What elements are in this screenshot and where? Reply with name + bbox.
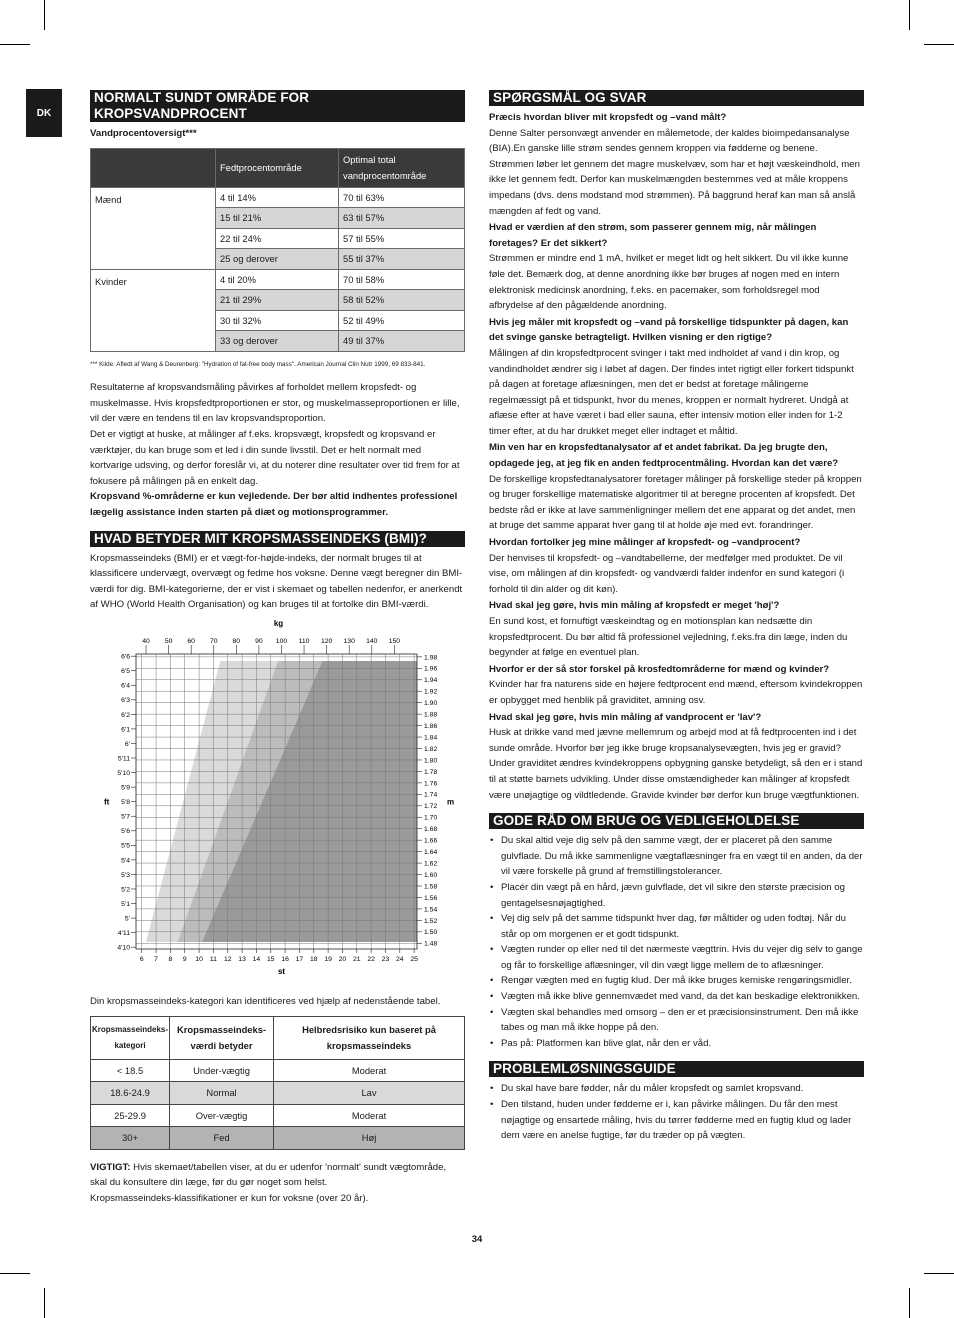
m-tick-label: 1.72	[424, 803, 438, 811]
st-tick-label: 16	[281, 955, 289, 963]
qa-question: Hvad skal jeg gøre, hvis min måling af kropsfedt er meget 'høj'?	[489, 600, 780, 612]
table-cell: 15 til 21%	[216, 208, 339, 229]
st-tick-label: 17	[295, 955, 304, 963]
ft-tick-label: 5'3	[121, 871, 130, 879]
table-cell: 70 til 63%	[339, 187, 465, 208]
qa-answer: Kvinder har fra naturens side en højere fedtprocent end mænd, eftersom kvindekroppen er opbygget med henblik på graviditet, amning osv.	[489, 679, 863, 706]
m-tick-label: 1.96	[424, 665, 438, 673]
table-cell: 18.6-24.9	[91, 1082, 170, 1105]
list-item: • Vægten skal behandles med omsorg – den er et præcisionsinstrument. Den må ikke tabes og man må ikke hoppe på den.	[501, 1005, 864, 1036]
table-cell: 33 og derover	[216, 331, 339, 352]
language-tab: DK	[26, 89, 62, 137]
table-cell: Over-vægtig	[170, 1104, 274, 1127]
right-column	[489, 90, 864, 1144]
ft-tick-label: 5'11	[117, 755, 130, 763]
table-cell: Fed	[170, 1127, 274, 1150]
kg-tick-label: 100	[275, 637, 288, 645]
table-cell: Moderat	[274, 1104, 465, 1127]
table-cell: 30 til 32%	[216, 310, 339, 331]
list-item: • Vej dig selv på det samme tidspunkt hver dag, før måltider og uden fodtøj. Når du står op om morgenen er et godt tidspunkt.	[501, 911, 864, 942]
m-tick-label: 1.78	[424, 768, 438, 776]
ft-tick-label: 6'2	[121, 711, 130, 719]
qa-question: Præcis hvordan bliver mit kropsfedt og –vand målt?	[489, 112, 727, 123]
list-item: • Den tilstand, huden under fødderne er i, kan påvirke målingen. Du får den mest nøjagtige og ensartede måling, hvis du tørrer fødderne med en fugtig klud og lader dem være en anelse fugtige, før du træder op på vægten.	[501, 1097, 864, 1144]
water-paragraph: Resultaterne af kropsvandsmåling påvirkes af forholdet mellem kropsfedt- og muskelmasse. Hvis kropsfedtproportionen er stor, og muskelmasseproportionen er lille, vil der være en tendens til en lav kropsvandsproportion.	[90, 382, 460, 425]
table-cell: 4 til 14%	[216, 187, 339, 208]
qa-answer: Strømmen er mindre end 1 mA, hvilket er meget lidt og helt sikkert. Du vil ikke kunne føle det. Bemærk dog, at denne anordning ikke bør bruges af nogen med en intern elektronisk medicinsk anordning, f.eks. en pacemaker, som forholdsregel mod afbrydelse af den pågældende anordning.	[489, 253, 849, 312]
list-item: • Du skal have bare fødder, når du måler kropsfedt og samlet kropsvand.	[501, 1081, 864, 1097]
water-paragraph: Det er vigtigt at huske, at målinger af f.eks. kropsvægt, kropsfedt og kropsvand er værktøjer, du kan bruge som et led i din sunde livsstil. Det er helt normalt med kortvarige udsving, og derfor foreslår vi, at du noterer dine resultater over tid frem for at fokusere på målingen på en enkelt dag.	[90, 428, 460, 487]
tips-list	[489, 833, 864, 1051]
bmi-chart	[90, 615, 465, 990]
ft-tick-label: 6'	[124, 740, 130, 748]
qa-answer: Der henvises til kropsfedt- og –vandtabellerne, der medfølger med produktet. De vil vise, om målingen af din kropsfedt- og vandværdi falder indenfor en sund kategori (i forhold til din alder og dit køn).	[489, 552, 845, 595]
m-tick-label: 1.54	[424, 906, 438, 914]
m-tick-label: 1.80	[424, 757, 438, 765]
m-tick-label: 1.82	[424, 745, 438, 753]
m-tick-label: 1.76	[424, 780, 438, 788]
kg-tick-label: 50	[164, 637, 173, 645]
m-tick-label: 1.50	[424, 929, 438, 937]
crop-mark	[44, 0, 45, 30]
kg-tick-label: 150	[388, 637, 401, 645]
kg-tick-label: 70	[209, 637, 218, 645]
st-tick-label: 10	[195, 955, 203, 963]
st-tick-label: 7	[154, 955, 158, 963]
st-tick-label: 25	[410, 955, 418, 963]
ft-tick-label: 5'4	[121, 857, 130, 865]
list-item: • Vægten må ikke blive gennemvædet med vand, da det kan beskadige elektronikken.	[501, 989, 864, 1005]
bmi-table	[90, 1016, 465, 1150]
st-tick-label: 12	[223, 955, 232, 963]
kg-tick-label: 40	[142, 637, 150, 645]
table-cell: 63 til 57%	[339, 208, 465, 229]
ft-tick-label: 6'3	[121, 697, 130, 705]
water-table-subtitle: Vandprocentoversigt***	[90, 128, 197, 139]
bmi-table-header: Kropsmasseindeks-kategori	[91, 1016, 170, 1059]
table-cell: 4 til 20%	[216, 269, 339, 290]
ft-tick-label: 6'5	[121, 668, 130, 676]
kg-tick-label: 140	[366, 637, 378, 645]
ft-tick-label: 5'10	[117, 769, 130, 777]
water-section-title: NORMALT SUNDT OMRÅDE FOR KROPSVANDPROCENT	[90, 90, 465, 122]
table-cell: 58 til 52%	[339, 290, 465, 311]
table-cell: 25-29.9	[91, 1104, 170, 1127]
ft-tick-label: 4'11	[117, 929, 130, 937]
ft-tick-label: 5'5	[121, 842, 130, 850]
bmi-table-header: Kropsmasseindeks-værdi betyder	[170, 1016, 274, 1059]
kg-tick-label: 120	[320, 637, 333, 645]
crop-mark	[924, 1273, 954, 1274]
table-cell: Normal	[170, 1082, 274, 1105]
st-tick-label: 11	[209, 955, 217, 963]
m-tick-label: 1.60	[424, 871, 438, 879]
st-tick-label: 19	[324, 955, 332, 963]
bmi-note-label: VIGTIGT:	[90, 1161, 131, 1173]
table-cell: Under-vægtig	[170, 1059, 274, 1082]
axis-title-st: st	[277, 966, 286, 976]
m-tick-label: 1.70	[424, 814, 438, 822]
axis-title-ft: ft	[104, 797, 110, 807]
st-tick-label: 8	[168, 955, 173, 963]
ft-tick-label: 5'	[124, 915, 130, 923]
water-table-header: Optimal total vandprocentområde	[339, 148, 465, 187]
left-column	[90, 90, 465, 1207]
m-tick-label: 1.94	[424, 677, 438, 685]
list-item: • Vægten runder op eller ned til det nærmeste vægttrin. Hvis du vejer dig selv to gange og får to forskellige aflæsninger, vil din vægt ligge mellem de to aflæsninger.	[501, 942, 864, 973]
qa-answer: De forskellige kropsfedtanalysatorer foretager målinger på forskellige steder på kroppen og bruger forskellige matematiske algoritmer til at beregne procenten af kropsfedt. Det bedste råd er ikke at lave sammenligninger mellem det ene apparat og det andet, men at bruge det samme apparat hver gang til at holde øje med evt. forandringer.	[489, 473, 862, 532]
water-group-label: Mænd	[91, 187, 216, 269]
qa-question: Hvis jeg måler mit kropsfedt og –vand på forskellige tidspunkter på dagen, kan det svinge ganske betragteligt. Hvilken visning er den rigtige?	[489, 316, 849, 344]
m-tick-label: 1.84	[424, 734, 438, 742]
bmi-section-title: HVAD BETYDER MIT KROPSMASSEINDEKS (BMI)?	[90, 531, 465, 547]
st-tick-label: 14	[252, 955, 261, 963]
m-tick-label: 1.92	[424, 688, 438, 696]
trouble-section-title: PROBLEMLØSNINGSGUIDE	[489, 1061, 864, 1077]
axis-title-m: m	[447, 797, 455, 807]
ft-tick-label: 6'1	[121, 726, 130, 734]
qa-list	[489, 110, 864, 803]
st-tick-label: 18	[309, 955, 318, 963]
m-tick-label: 1.98	[424, 654, 438, 662]
table-cell: < 18.5	[91, 1059, 170, 1082]
st-tick-label: 9	[182, 955, 187, 963]
m-tick-label: 1.66	[424, 837, 438, 845]
m-tick-label: 1.86	[424, 722, 438, 730]
water-group-label: Kvinder	[91, 269, 216, 351]
table-cell: 49 til 37%	[339, 331, 465, 352]
crop-mark	[909, 1288, 910, 1318]
qa-question: Hvad er værdien af den strøm, som passerer gennem mig, når målingen foretages? Er det sikkert?	[489, 222, 817, 249]
qa-answer: En sund kost, et fornuftigt væskeindtag og en motionsplan kan nedsætte din kropsfedtprocent. Du bør altid få professionel vejledning, f.eks.fra din læge, inden du begynder at følge en eventuel plan.	[489, 616, 848, 659]
ft-tick-label: 5'1	[121, 900, 130, 908]
bmi-note-2: Kropsmasseindeks-klassifikationer er kun for voksne (over 20 år).	[90, 1193, 369, 1205]
table-cell: 22 til 24%	[216, 228, 339, 249]
qa-section-title: SPØRGSMÅL OG SVAR	[489, 90, 864, 106]
crop-mark	[0, 1273, 30, 1274]
qa-question: Hvad skal jeg gøre, hvis min måling af vandprocent er 'lav'?	[489, 711, 762, 723]
water-table-header	[91, 148, 216, 187]
m-tick-label: 1.56	[424, 894, 438, 902]
list-item: • Pas på: Platformen kan blive glat, når den er våd.	[501, 1036, 864, 1052]
kg-tick-label: 110	[298, 637, 310, 645]
qa-question: Hvorfor er der så stor forskel på krosfedtområderne for mænd og kvinder?	[489, 663, 830, 675]
st-tick-label: 22	[367, 955, 375, 963]
m-tick-label: 1.88	[424, 711, 438, 719]
m-tick-label: 1.74	[424, 791, 438, 799]
st-tick-label: 20	[338, 955, 347, 963]
table-cell: 57 til 55%	[339, 228, 465, 249]
bmi-note	[90, 1160, 465, 1191]
bmi-paragraph: Kropsmasseindeks (BMI) er et vægt-for-højde-indeks, der normalt bruges til at klassificere undervægt, overvægt og fedme hos voksne. Denne vægt beregner din BMI-værdi for dig. BMI-kategorierne, der er vist i skemaet og tabellen nedenfor, er anerkendt af WHO (World Health Organisation) og kan bruges til at fortolke din BMI-værdi.	[90, 552, 463, 611]
st-tick-label: 21	[353, 955, 361, 963]
water-source-note: *** Kilde: Afledt af Wang & Deurenberg: "Hydration of fat-free body mass". American Journal Clin Nutr 1999, 69 833-841.	[90, 360, 426, 368]
kg-tick-label: 60	[187, 637, 195, 645]
bmi-paragraph: Din kropsmasseindeks-kategori kan identificeres ved hjælp af nedenstående tabel.	[90, 995, 441, 1007]
trouble-list	[489, 1081, 864, 1143]
qa-answer: Husk at drikke vand med jævne mellemrum og arbejd mod at få fedtprocenten ind i det sunde område. Hvorfor bør jeg ikke bruge kropsanalysevægten, hvis jeg er gravid? Under graviditet ændres kvindekroppens opbygning ganske betydeligt, så den er i stand til at støtte barnets udvikling. Under disse omstændigheder kan målinger af kropsfedt være unøjagtige og vildtledende. Gravide kvinder bør derfor kun bruge vægtfunktionen.	[489, 727, 863, 801]
st-tick-label: 24	[396, 955, 404, 963]
m-tick-label: 1.90	[424, 699, 438, 707]
bmi-table-header: Helbredsrisiko kun baseret på kropsmasseindeks	[274, 1016, 465, 1059]
m-tick-label: 1.62	[424, 860, 438, 868]
ft-tick-label: 6'4	[121, 682, 130, 690]
water-table	[90, 148, 465, 352]
crop-mark	[44, 1288, 45, 1318]
tips-section-title: GODE RÅD OM BRUG OG VEDLIGEHOLDELSE	[489, 813, 864, 829]
kg-tick-label: 80	[232, 637, 241, 645]
st-tick-label: 15	[266, 955, 275, 963]
m-tick-label: 1.58	[424, 883, 438, 891]
ft-tick-label: 5'7	[121, 813, 130, 821]
page-number: 34	[471, 1234, 483, 1245]
ft-tick-label: 4'10	[117, 944, 130, 952]
qa-answer: Målingen af din kropsfedtprocent svinger i takt med indholdet af vand i din krop, og vandindholdet ændrer sig i løbet af dagen. Der findes intet rigtigt eller forkert tidspunkt på dagen at foretage aflæsningen, men det er bedst at foretage målingerne regelmæssigt på et tidspunkt, hvor du menes, kroppen er normalt hydreret. Undgå at aflæse efter at have været i bad eller sauna, efter intensiv motion eller inden for 1-2 timer efter, at du har drukket meget eller indtaget et måltid.	[489, 347, 854, 437]
table-cell: 25 og derover	[216, 249, 339, 270]
ft-tick-label: 5'6	[121, 828, 130, 836]
ft-tick-label: 6'6	[121, 653, 130, 661]
bmi-note-text: Hvis skemaet/tabellen viser, at du er udenfor 'normalt' sundt vægtområde, skal du konsultere din læge, før du gør noget som helst.	[90, 1161, 447, 1189]
table-cell: 55 til 37%	[339, 249, 465, 270]
list-item: • Du skal altid veje dig selv på den samme vægt, der er placeret på den samme gulvflade. Du må ikke sammenligne vægtaflæsninger fra en vægt til en anden, da der vil være forskelle på grund af fremstillingstolerancer.	[501, 833, 864, 880]
list-item: • Rengør vægten med en fugtig klud. Der må ikke bruges kemiske rengøringsmidler.	[501, 973, 864, 989]
kg-tick-label: 130	[343, 637, 355, 645]
axis-title-kg: kg	[273, 618, 284, 628]
table-cell: Moderat	[274, 1059, 465, 1082]
m-tick-label: 1.68	[424, 826, 438, 834]
crop-mark	[924, 44, 954, 45]
table-cell: 21 til 29%	[216, 290, 339, 311]
m-tick-label: 1.48	[424, 940, 438, 948]
water-paragraph-bold: Kropsvand %-områderne er kun vejledende. Der bør altid indhentes professionel lægelig assistance inden starten på diæt og motionsprogrammer.	[90, 491, 458, 518]
qa-question: Min ven har en kropsfedtanalysator af et andet fabrikat. Da jeg brugte den, opdagede jeg, at jeg fik en anden fedtprocentmåling. Hvordan kan det være?	[489, 442, 839, 470]
list-item: • Placér din vægt på en hård, jævn gulvflade, det vil sikre den største præcision og gentagelsesnøjagtighed.	[501, 880, 864, 911]
st-tick-label: 23	[381, 955, 390, 963]
table-cell: 52 til 49%	[339, 310, 465, 331]
st-tick-label: 13	[238, 955, 246, 963]
crop-mark	[909, 0, 910, 30]
m-tick-label: 1.52	[424, 917, 438, 925]
ft-tick-label: 5'9	[121, 784, 130, 792]
table-cell: 70 til 58%	[339, 269, 465, 290]
table-cell: Høj	[274, 1127, 465, 1150]
st-tick-label: 6	[139, 955, 144, 963]
qa-question: Hvordan fortolker jeg mine målinger af kropsfedt- og –vandprocent?	[489, 537, 801, 549]
water-table-header: Fedtprocentområde	[216, 148, 339, 187]
table-cell: Lav	[274, 1082, 465, 1105]
kg-tick-label: 90	[255, 637, 263, 645]
m-tick-label: 1.64	[424, 848, 438, 856]
crop-mark	[0, 44, 30, 45]
ft-tick-label: 5'2	[121, 886, 130, 894]
qa-answer: Denne Salter personvægt anvender en målemetode, der kaldes bioimpedansanalyse (BIA).En ganske lille strøm sendes gennem kroppen via fødderne og benene. Strømmen løber let gennem det magre muskelvæv, som har et højt væskeindhold, men ikke let gennem fedt. Derfor kan muskelmængden bestemmes ved at måle kroppens impedans (dvs. dens modstand mod strømmen). På baggrund heraf kan man så anslå mængden af fedt og vand.	[489, 127, 860, 217]
ft-tick-label: 5'8	[121, 798, 130, 806]
table-cell: 30+	[91, 1127, 170, 1150]
